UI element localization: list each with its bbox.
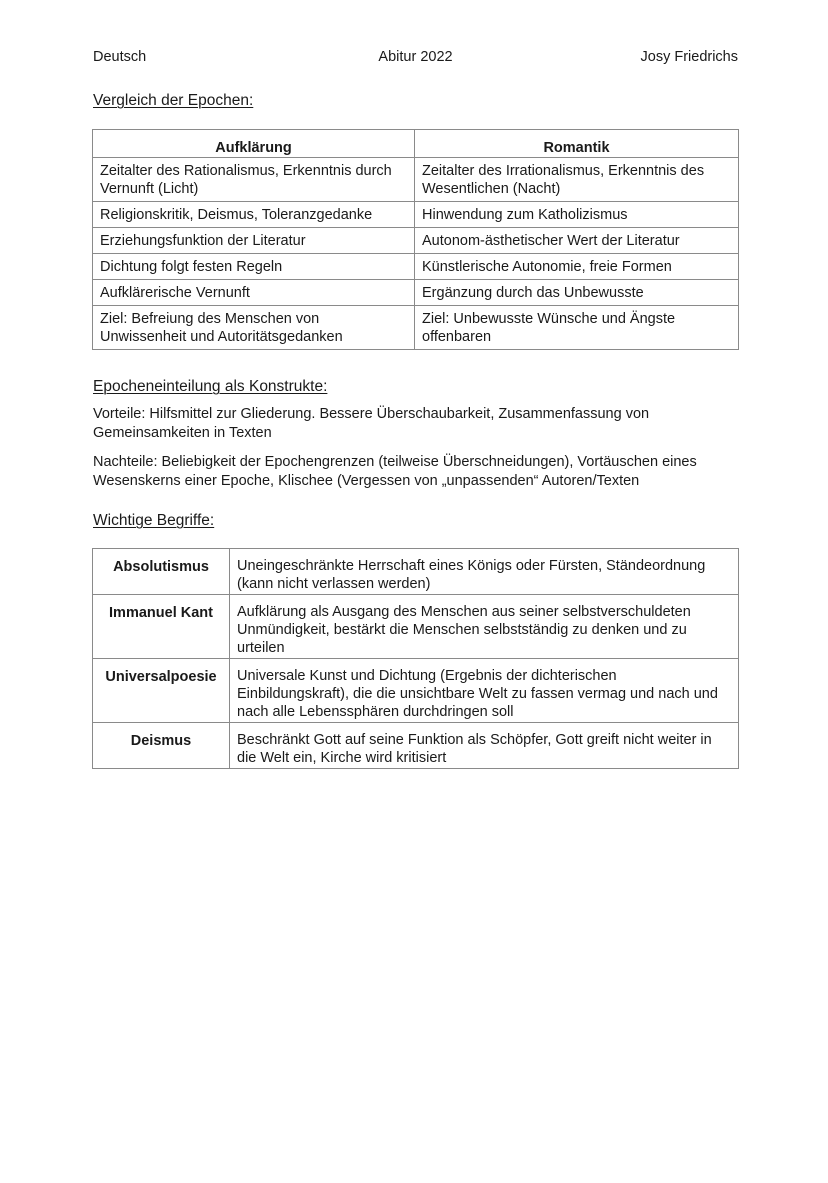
table-cell: Ziel: Befreiung des Menschen von Unwissenheit und Autoritätsgedanken bbox=[93, 306, 415, 350]
table-cell: Dichtung folgt festen Regeln bbox=[93, 254, 415, 280]
table-row bbox=[93, 202, 739, 228]
definition-cell: Universale Kunst und Dichtung (Ergebnis der dichterischen Einbildungskraft), die die unsichtbare Welt zu fassen vermag und nach und nach alle Lebenssphären durchdringen soll bbox=[230, 659, 739, 723]
table-row bbox=[93, 306, 739, 350]
term-cell: Absolutismus bbox=[93, 549, 230, 595]
table-cell: Zeitalter des Rationalismus, Erkenntnis durch Vernunft (Licht) bbox=[93, 158, 415, 202]
table-row bbox=[93, 280, 739, 306]
advantages-paragraph: Vorteile: Hilfsmittel zur Gliederung. Bessere Überschaubarkeit, Zusammenfassung von Gemeinsamkeiten in Texten bbox=[93, 406, 650, 441]
table-cell: Erziehungsfunktion der Literatur bbox=[93, 228, 415, 254]
table-row bbox=[93, 254, 739, 280]
disadvantages-paragraph: Nachteile: Beliebigkeit der Epochengrenzen (teilweise Überschneidungen), Vortäuschen eines Wesenskerns einer Epoche, Klischee (Vergessen von „unpassenden“ Autoren/Texten bbox=[93, 454, 697, 489]
comparison-header-row bbox=[93, 130, 739, 158]
term-cell: Universalpoesie bbox=[93, 659, 230, 723]
table-row bbox=[93, 723, 739, 769]
table-cell: Ergänzung durch das Unbewusste bbox=[415, 280, 739, 306]
table-cell: Zeitalter des Irrationalismus, Erkenntnis des Wesentlichen (Nacht) bbox=[415, 158, 739, 202]
table-row bbox=[93, 549, 739, 595]
table-cell: Ziel: Unbewusste Wünsche und Ängste offenbaren bbox=[415, 306, 739, 350]
column-header-aufklaerung: Aufklärung bbox=[93, 130, 415, 158]
terms-table bbox=[92, 548, 739, 769]
definition-cell: Uneingeschränkte Herrschaft eines Königs oder Fürsten, Ständeordnung (kann nicht verlassen werden) bbox=[230, 549, 739, 595]
comparison-title: Vergleich der Epochen: bbox=[93, 92, 254, 109]
table-cell: Hinwendung zum Katholizismus bbox=[415, 202, 739, 228]
table-row bbox=[93, 659, 739, 723]
table-cell: Aufklärerische Vernunft bbox=[93, 280, 415, 306]
table-row bbox=[93, 158, 739, 202]
constructs-title: Epocheneinteilung als Konstrukte: bbox=[93, 378, 328, 395]
term-cell: Immanuel Kant bbox=[93, 595, 230, 659]
term-cell: Deismus bbox=[93, 723, 230, 769]
definition-cell: Aufklärung als Ausgang des Menschen aus seiner selbstverschuldeten Unmündigkeit, bestärkt die Menschen selbstständig zu denken und zu urteilen bbox=[230, 595, 739, 659]
header-subject: Deutsch bbox=[93, 49, 147, 65]
page-header bbox=[93, 49, 738, 69]
header-author: Josy Friedrichs bbox=[640, 49, 738, 65]
definition-cell: Beschränkt Gott auf seine Funktion als Schöpfer, Gott greift nicht weiter in die Welt ein, Kirche wird kritisiert bbox=[230, 723, 739, 769]
table-row bbox=[93, 595, 739, 659]
column-header-romantik: Romantik bbox=[415, 130, 739, 158]
table-cell: Künstlerische Autonomie, freie Formen bbox=[415, 254, 739, 280]
table-row bbox=[93, 228, 739, 254]
terms-title: Wichtige Begriffe: bbox=[93, 512, 215, 529]
table-cell: Autonom-ästhetischer Wert der Literatur bbox=[415, 228, 739, 254]
header-exam: Abitur 2022 bbox=[378, 49, 453, 65]
comparison-table bbox=[92, 129, 739, 350]
table-cell: Religionskritik, Deismus, Toleranzgedanke bbox=[93, 202, 415, 228]
